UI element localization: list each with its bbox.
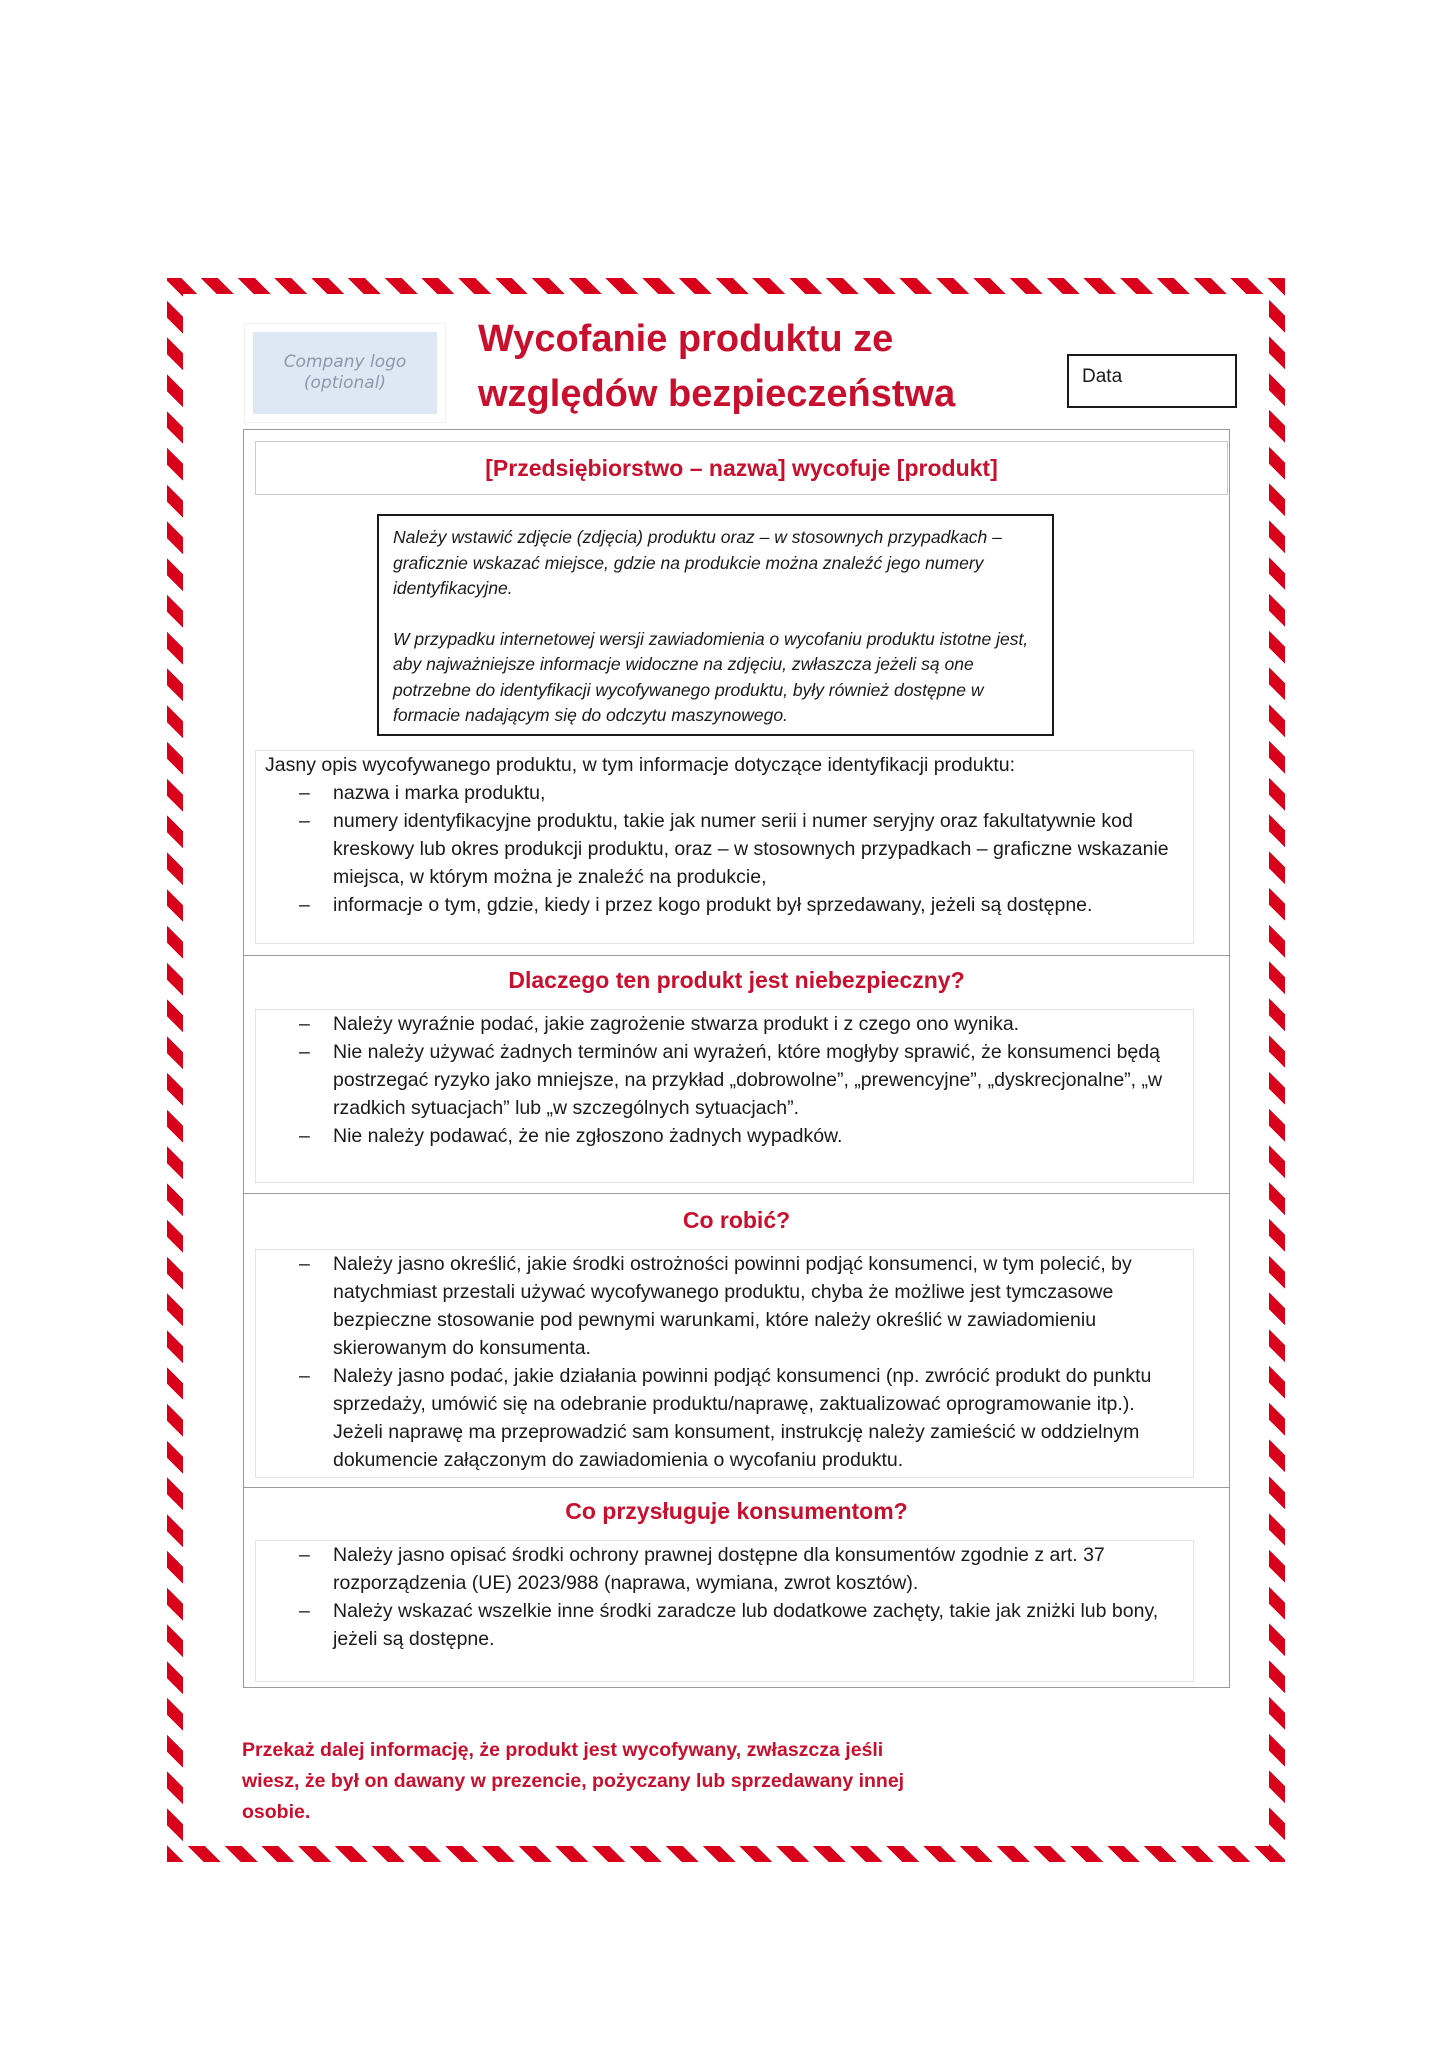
date-field[interactable]: Data	[1067, 354, 1237, 408]
consumer-rights-box	[255, 1540, 1194, 1682]
list-item: – Nie należy podawać, że nie zgłoszono żadnych wypadków.	[256, 1122, 1193, 1150]
list-item: – Należy wskazać wszelkie inne środki zaradcze lub dodatkowe zachęty, takie jak zniżki lub bony, jeżeli są dostępne.	[256, 1597, 1193, 1653]
footer-note: Przekaż dalej informację, że produkt jest wycofywany, zwłaszcza jeśli wiesz, że był on dawany w prezencie, pożyczany lub sprzedawany innej osobie.	[242, 1739, 905, 1823]
what-to-do-list	[256, 1250, 1193, 1474]
recall-heading-box	[255, 441, 1228, 495]
recall-heading: [Przedsiębiorstwo – nazwa] wycofuje [produkt]	[485, 454, 998, 481]
product-description-box	[255, 750, 1194, 944]
company-logo-placeholder	[244, 323, 446, 423]
consumer-rights-heading: Co przysługuje konsumentom?	[565, 1498, 908, 1524]
consumer-rights-list	[256, 1541, 1193, 1653]
list-item: – informacje o tym, gdzie, kiedy i przez kogo produkt był sprzedawany, jeżeli są dostępne.	[256, 891, 1193, 919]
why-dangerous-heading: Dlaczego ten produkt jest niebezpieczny?	[508, 967, 965, 993]
list-item: – nazwa i marka produktu,	[256, 779, 1193, 807]
list-item: – Należy jasno opisać środki ochrony prawnej dostępne dla konsumentów zgodnie z art. 37 rozporządzenia (UE) 2023/988 (naprawa, wymiana, zwrot kosztów).	[256, 1541, 1193, 1597]
list-item: – Nie należy używać żadnych terminów ani wyrażeń, które mogłyby sprawić, że konsumenci będą postrzegać ryzyko jako mniejsze, na przykład „dobrowolne”, „prewencyjne”, „dyskrecjonalne”, „w rzadkich sytuacjach” lub „w szczególnych sytuacjach”.	[256, 1038, 1193, 1122]
product-description-list	[256, 779, 1193, 919]
company-logo-text: Company logo (optional)	[253, 332, 437, 414]
why-dangerous-list	[256, 1010, 1193, 1150]
why-dangerous-box	[255, 1009, 1194, 1183]
list-item: – numery identyfikacyjne produktu, takie jak numer serii i numer seryjny oraz fakultatywnie kod kreskowy lub okres produkcji produktu, oraz – w stosownych przypadkach – graficzne wskazanie miejsca, w którym można je znaleźć na produkcie,	[256, 807, 1193, 891]
list-item: – Należy jasno określić, jakie środki ostrożności powinni podjąć konsumenci, w tym polecić, by natychmiast przestali używać wycofywanego produktu, chyba że możliwe jest tymczasowe bezpieczne stosowanie pod pewnymi warunkami, które należy określić w zawiadomieniu skierowanym do konsumenta.	[256, 1250, 1193, 1362]
what-to-do-box	[255, 1249, 1194, 1478]
photo-instruction: W przypadku internetowej wersji zawiadomienia o wycofaniu produktu istotne jest, aby najważniejsze informacje widoczne na zdjęciu, zwłaszcza jeżeli są one potrzebne do identyfikacji wycofywanego produktu, były również dostępne w formacie nadającym się do odczytu maszynowego.	[393, 628, 1029, 725]
section-divider	[243, 1487, 1230, 1488]
list-item: – Należy wyraźnie podać, jakie zagrożenie stwarza produkt i z czego ono wynika.	[256, 1010, 1193, 1038]
page-title: Wycofanie produktu ze względów bezpieczeństwa	[478, 318, 956, 415]
product-description-intro: Jasny opis wycofywanego produktu, w tym informacje dotyczące identyfikacji produktu:	[265, 754, 1016, 776]
product-photo-placeholder	[377, 514, 1054, 736]
section-divider	[243, 1193, 1230, 1194]
section-divider	[243, 955, 1230, 956]
photo-instruction: Należy wstawić zdjęcie (zdjęcia) produktu oraz – w stosownych przypadkach – graficznie wskazać miejsce, gdzie na produkcie można znaleźć jego numery identyfikacyjne.	[393, 527, 1002, 598]
list-item: – Należy jasno podać, jakie działania powinni podjąć konsumenci (np. zwrócić produkt do punktu sprzedaży, umówić się na odebranie produktu/naprawę, zaktualizować oprogramowanie itp.). Jeżeli naprawę ma przeprowadzić sam konsument, instrukcję należy zamieścić w oddzielnym dokumencie załączonym do zawiadomienia o wycofaniu produktu.	[256, 1362, 1193, 1474]
what-to-do-heading: Co robić?	[682, 1207, 791, 1233]
